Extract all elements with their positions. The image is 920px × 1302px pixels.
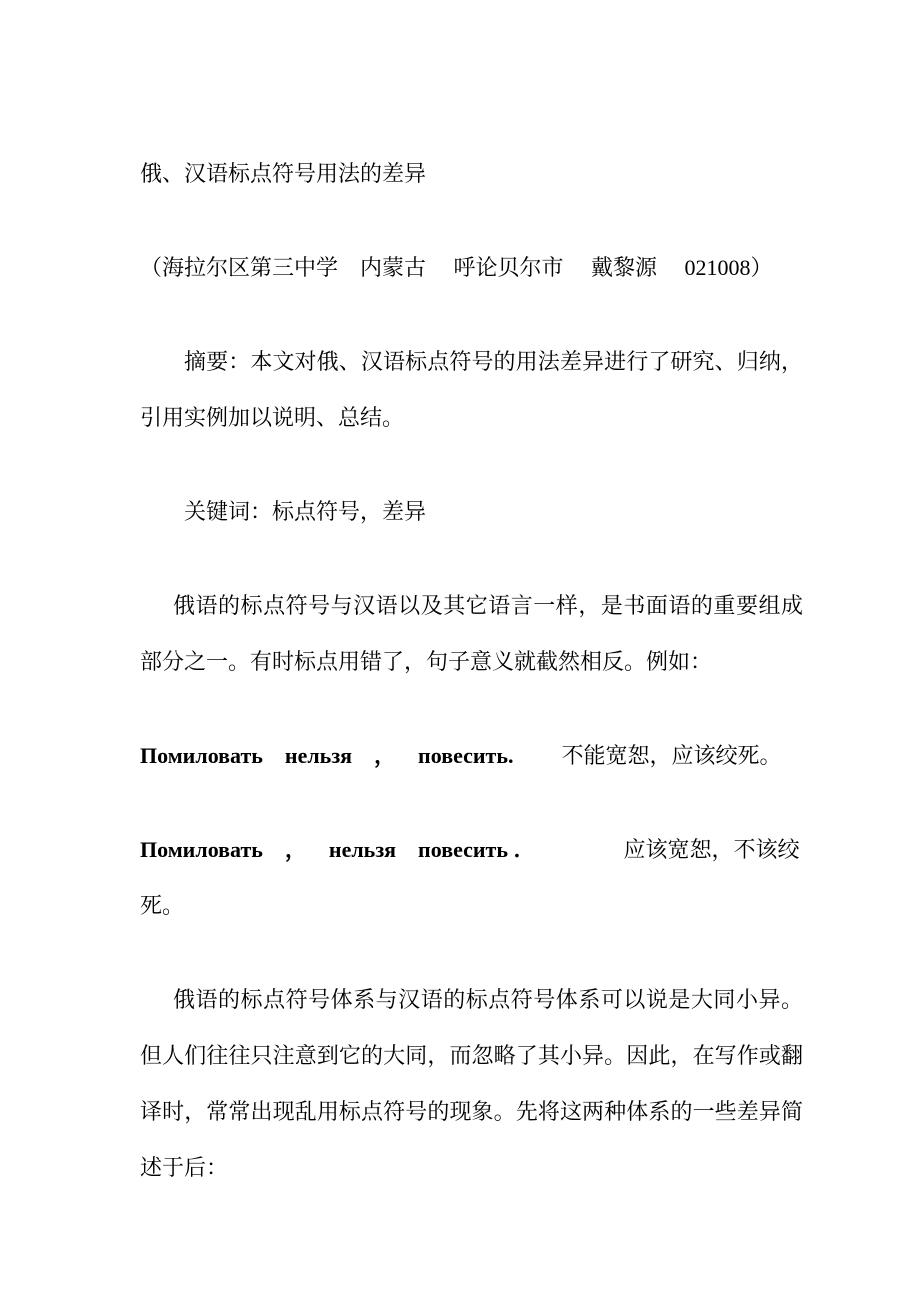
example-2-russian-text: Помиловать ， нельзя повесить ． (140, 837, 536, 862)
body-paragraph-1: 俄语的标点符号与汉语以及其它语言一样，是书面语的重要组成部分之一。有时标点用错了，句子意义就截然相反。例如： (140, 593, 803, 674)
example-sentence-2 (140, 822, 803, 934)
example-2-chinese-translation: 应该宽恕，不该绞死。 (140, 837, 800, 918)
abstract-paragraph: 摘要：本文对俄、汉语标点符号的用法差异进行了研究、归纳，引用实例加以说明、总结。 (140, 349, 803, 430)
example-1-russian-text: Помиловать нельзя ， повесить. (140, 743, 514, 768)
example-1-chinese-translation: 不能宽恕，应该绞死。 (561, 743, 782, 768)
example-sentence-1 (140, 728, 803, 784)
document-title: 俄、汉语标点符号用法的差异 (140, 161, 427, 186)
keywords-line: 关键词：标点符号，差异 (184, 499, 427, 524)
author-affiliation-line: （海拉尔区第三中学 内蒙古 呼论贝尔市 戴黎源 021008） (140, 255, 773, 280)
body-paragraph-2: 俄语的标点符号体系与汉语的标点符号体系可以说是大同小异。但人们往往只注意到它的大同，而忽略了其小异。因此，在写作或翻译时，常常出现乱用标点符号的现象。先将这两种体系的一些差异简述于后： (140, 987, 803, 1180)
